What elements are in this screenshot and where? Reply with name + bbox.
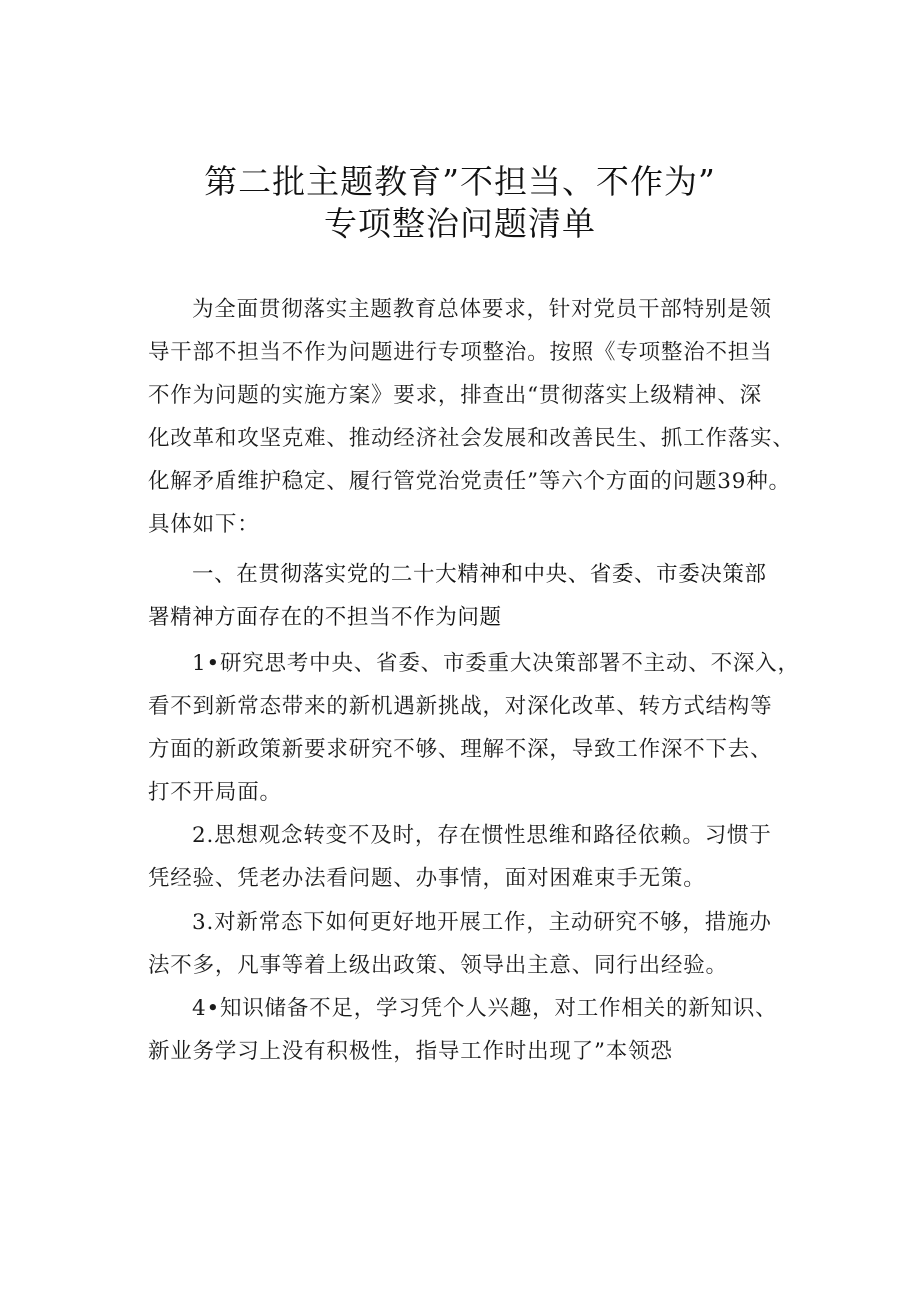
intro-line: 不作为问题的实施方案》要求，排查出“贯彻落实上级精神、深: [148, 383, 762, 408]
item-3-line: 3.对新常态下如何更好地开展工作，主动研究不够，措施办: [192, 910, 772, 935]
item-1-line: 1•研究思考中央、省委、市委重大决策部署不主动、不深入，: [192, 651, 800, 676]
intro-line: 化解矛盾维护稳定、履行管党治党责任”等六个方面的问题39种。: [148, 469, 791, 494]
section-heading-line: 署精神方面存在的不担当不作为问题: [148, 605, 502, 630]
document-title-line-1: 第二批主题教育”不担当、不作为”: [204, 162, 716, 201]
item-3-line: 法不多，凡事等着上级出政策、领导出主意、同行出经验。: [148, 953, 728, 978]
document-title-line-2: 专项整治问题清单: [324, 204, 596, 243]
item-1-line: 方面的新政策新要求研究不够、理解不深，导致工作深不下去、: [148, 737, 773, 762]
item-2-line: 2.思想观念转变不及时，存在惯性思维和路径依赖。习惯于: [192, 823, 772, 848]
intro-line: 具体如下：: [148, 512, 260, 537]
intro-line: 为全面贯彻落实主题教育总体要求，针对党员干部特别是领: [192, 297, 772, 322]
item-2-line: 凭经验、凭老办法看问题、办事情，面对困难束手无策。: [148, 866, 706, 891]
intro-line: 化改革和攻坚克难、推动经济社会发展和改善民生、抓工作落实、: [148, 426, 795, 451]
item-1-line: 打不开局面。: [148, 780, 282, 805]
section-heading-line: 一、在贯彻落实党的二十大精神和中央、省委、市委决策部: [192, 562, 767, 587]
intro-line: 导干部不担当不作为问题进行专项整治。按照《专项整治不担当: [148, 340, 773, 365]
item-4-line: 新业务学习上没有积极性，指导工作时出现了”本领恐: [148, 1039, 673, 1064]
item-4-line: 4•知识储备不足，学习凭个人兴趣，对工作相关的新知识、: [192, 996, 778, 1021]
item-1-line: 看不到新常态带来的新机遇新挑战，对深化改革、转方式结构等: [148, 694, 773, 719]
